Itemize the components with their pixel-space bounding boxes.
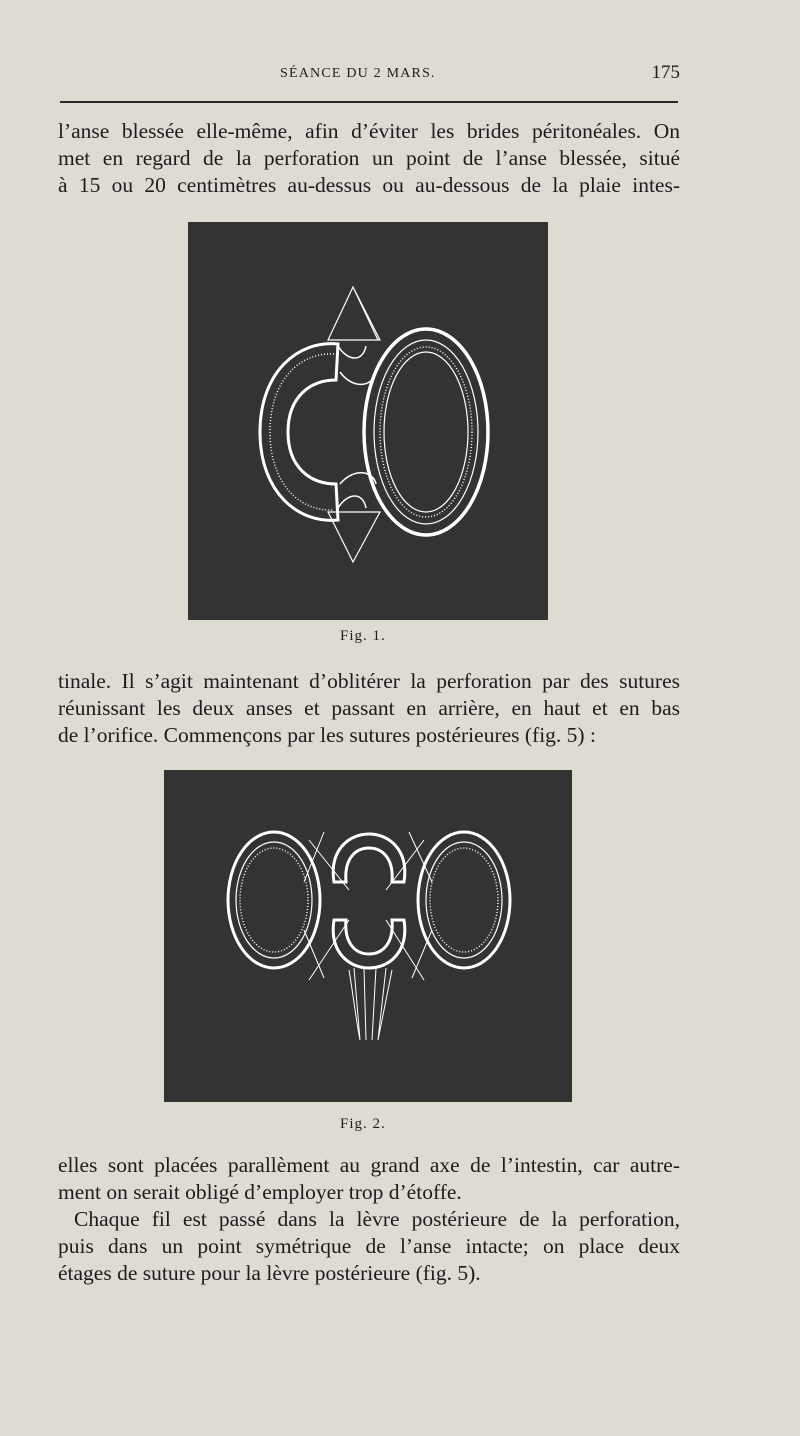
page-number: 175 [651,62,680,83]
paragraph-2 [58,668,680,749]
figure-2-caption: Fig. 2. [340,1116,386,1132]
figure-1-illustration [188,222,548,620]
paragraph-4 [58,1206,680,1287]
header-rule [60,101,678,103]
right-intestine-loop [364,329,488,535]
paragraph-1 [58,118,680,199]
left-intestine-loop [228,832,320,968]
paragraph-line: Chaque fil est passé dans la lèvre postérieure de la perforation, [74,1207,680,1231]
paragraph-3 [58,1152,680,1206]
paragraph-line: elles sont placées parallèment au grand axe de l’intestin, car autre- [58,1153,680,1177]
mesentery [349,968,392,1040]
paragraph-line: réunissant les deux anses et passant en arrière, en haut et en bas [58,696,680,720]
paragraph-line: met en regard de la perforation un point de l’anse blessée, situé [58,146,680,170]
paragraph-line: à 15 ou 20 centimètres au-dessus ou au-dessous de la plaie intes- [58,173,680,197]
left-intestine-loop [260,344,338,521]
paragraph-line: étages de suture pour la lèvre postérieure (fig. 5). [58,1261,481,1285]
middle-intestine-loop [333,834,405,882]
paragraph-line: l’anse blessée elle-même, afin d’éviter les brides péritonéales. On [58,119,680,143]
figure-2-illustration [164,770,572,1102]
paragraph-line: tinale. Il s’agit maintenant d’oblitérer la perforation par des sutures [58,669,680,693]
paragraph-line: de l’orifice. Commençons par les sutures postérieures (fig. 5) : [58,723,596,747]
paragraph-line: ment on serait obligé d’employer trop d’étoffe. [58,1180,462,1204]
suture-top [328,287,380,340]
paragraph-line: puis dans un point symétrique de l’anse intacte; on place deux [58,1234,680,1258]
figure-1-caption: Fig. 1. [340,628,386,644]
page-header [60,60,680,90]
right-intestine-loop [418,832,510,968]
running-head: SÉANCE DU 2 MARS. [280,66,436,81]
